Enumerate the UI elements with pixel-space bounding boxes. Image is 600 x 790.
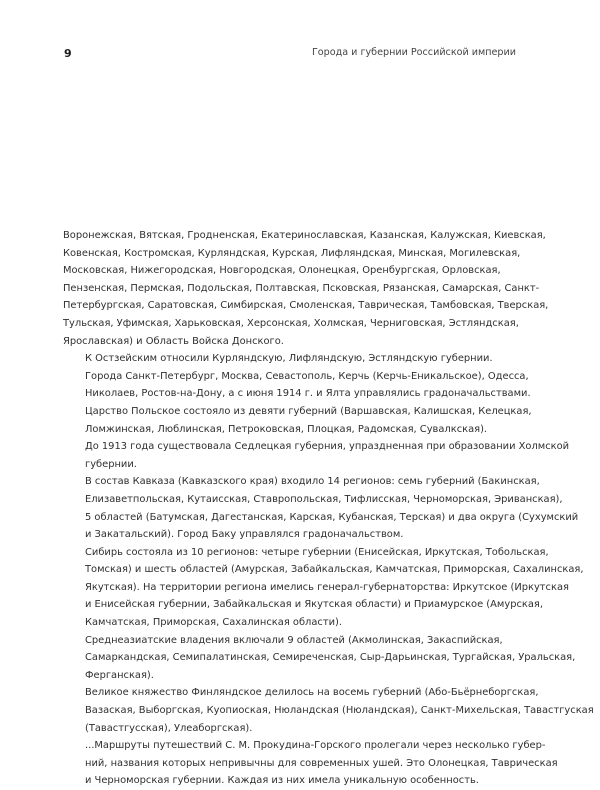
paragraph <box>63 438 570 473</box>
text-line: Николаев, Ростов-на-Дону, а с июня 1914 г. и Ялта управлялись градоначальствами. <box>85 388 531 400</box>
text-line: Тульская, Уфимская, Харьковская, Херсонская, Холмская, Черниговская, Эстляндская, <box>63 317 519 329</box>
text-line: Великое княжество Финляндское делилось на восемь губерний (Або-Бьёрнеборгская, <box>85 687 539 699</box>
text-line: Елизаветпольская, Кутаисская, Ставропольская, Тифлисская, Черноморская, Эриванская), <box>85 493 563 505</box>
paragraph <box>63 737 558 790</box>
text-line: К Остзейским относили Курляндскую, Лифляндскую, Эстляндскую губернии. <box>85 353 493 365</box>
text-line: губернии. <box>85 458 137 470</box>
page-number: 9 <box>64 47 72 60</box>
text-line: Самаркандская, Семипалатинская, Семиреченская, Сыр-Дарьинская, Тургайская, Уральская, <box>85 652 576 664</box>
text-line: ний, названия которых непривычны для современных ушей. Это Олонецкая, Таврическая <box>85 757 558 769</box>
paragraph <box>63 227 549 350</box>
text-line: Ломжинская, Люблинская, Петроковская, Плоцкая, Радомская, Сувалкская). <box>85 423 488 435</box>
paragraph <box>63 632 576 685</box>
text-line: Ярославская) и Область Войска Донского. <box>63 335 284 347</box>
text-line: Города Санкт-Петербург, Москва, Севастополь, Керчь (Керчь-Еникальское), Одесса, <box>85 370 529 382</box>
text-line: (Тавастгусская), Улеаборгская). <box>85 722 253 734</box>
body-text <box>63 227 594 790</box>
text-line: Пензенская, Пермская, Подольская, Полтавская, Псковская, Рязанская, Самарская, Санкт- <box>63 282 540 294</box>
text-line: и Закатальский). Город Баку управлялся градоначальством. <box>85 529 404 541</box>
text-line: Петербургская, Саратовская, Симбирская, Смоленская, Таврическая, Тамбовская, Тверская, <box>63 300 549 312</box>
text-line: Московская, Нижегородская, Новгородская, Олонецкая, Оренбургская, Орловская, <box>63 265 501 277</box>
paragraph <box>63 473 579 543</box>
text-line: До 1913 года существовала Седлецкая губерния, упраздненная при образовании Холмской <box>85 441 570 453</box>
text-line: Ферганская). <box>85 669 154 681</box>
text-line: Камчатская, Приморская, Сахалинская области). <box>85 617 342 629</box>
text-line: 5 областей (Батумская, Дагестанская, Карская, Кубанская, Терская) и два округа (Сухумский <box>85 511 579 523</box>
text-line: Среднеазиатские владения включали 9 областей (Акмолинская, Закаспийская, <box>85 634 503 646</box>
text-line: Сибирь состояла из 10 регионов: четыре губернии (Енисейская, Иркутская, Тобольская, <box>85 546 549 558</box>
running-head: Города и губернии Российской империи <box>311 47 516 58</box>
paragraph <box>63 403 532 438</box>
text-line: Вазаская, Выборгская, Куопиоская, Нюландская (Нюландская), Санкт-Михельская, Тавастгуская <box>85 705 594 717</box>
text-line: Воронежская, Вятская, Гродненская, Екатеринославская, Казанская, Калужская, Киевская, <box>63 230 546 241</box>
paragraph <box>63 684 594 737</box>
text-line: и Енисейская губернии, Забайкальская и Якутская области) и Приамурское (Амурская, <box>85 599 543 611</box>
paragraph <box>63 350 509 368</box>
text-line: Якутская). На территории региона имелись генерал-губернаторства: Иркутское (Иркутская <box>85 581 569 593</box>
text-line: Царство Польское состояло из девяти губерний (Варшавская, Калишская, Келецкая, <box>85 405 532 417</box>
text-line: В состав Кавказа (Кавказского края) входило 14 регионов: семь губерний (Бакинская, <box>85 476 540 488</box>
text-line: и Черноморская губернии. Каждая из них имела уникальную особенность. <box>85 775 479 787</box>
text-line: Томская) и шесть областей (Амурская, Забайкальская, Камчатская, Приморская, Сахалинская, <box>85 564 584 576</box>
paragraph <box>63 368 531 403</box>
text-line: ...Маршруты путешествий С. М. Прокудина-Горского пролегали через несколько губер- <box>85 740 546 752</box>
paragraph <box>63 544 584 632</box>
text-line: Ковенская, Костромская, Курляндская, Курская, Лифляндская, Минская, Могилевская, <box>63 247 521 259</box>
